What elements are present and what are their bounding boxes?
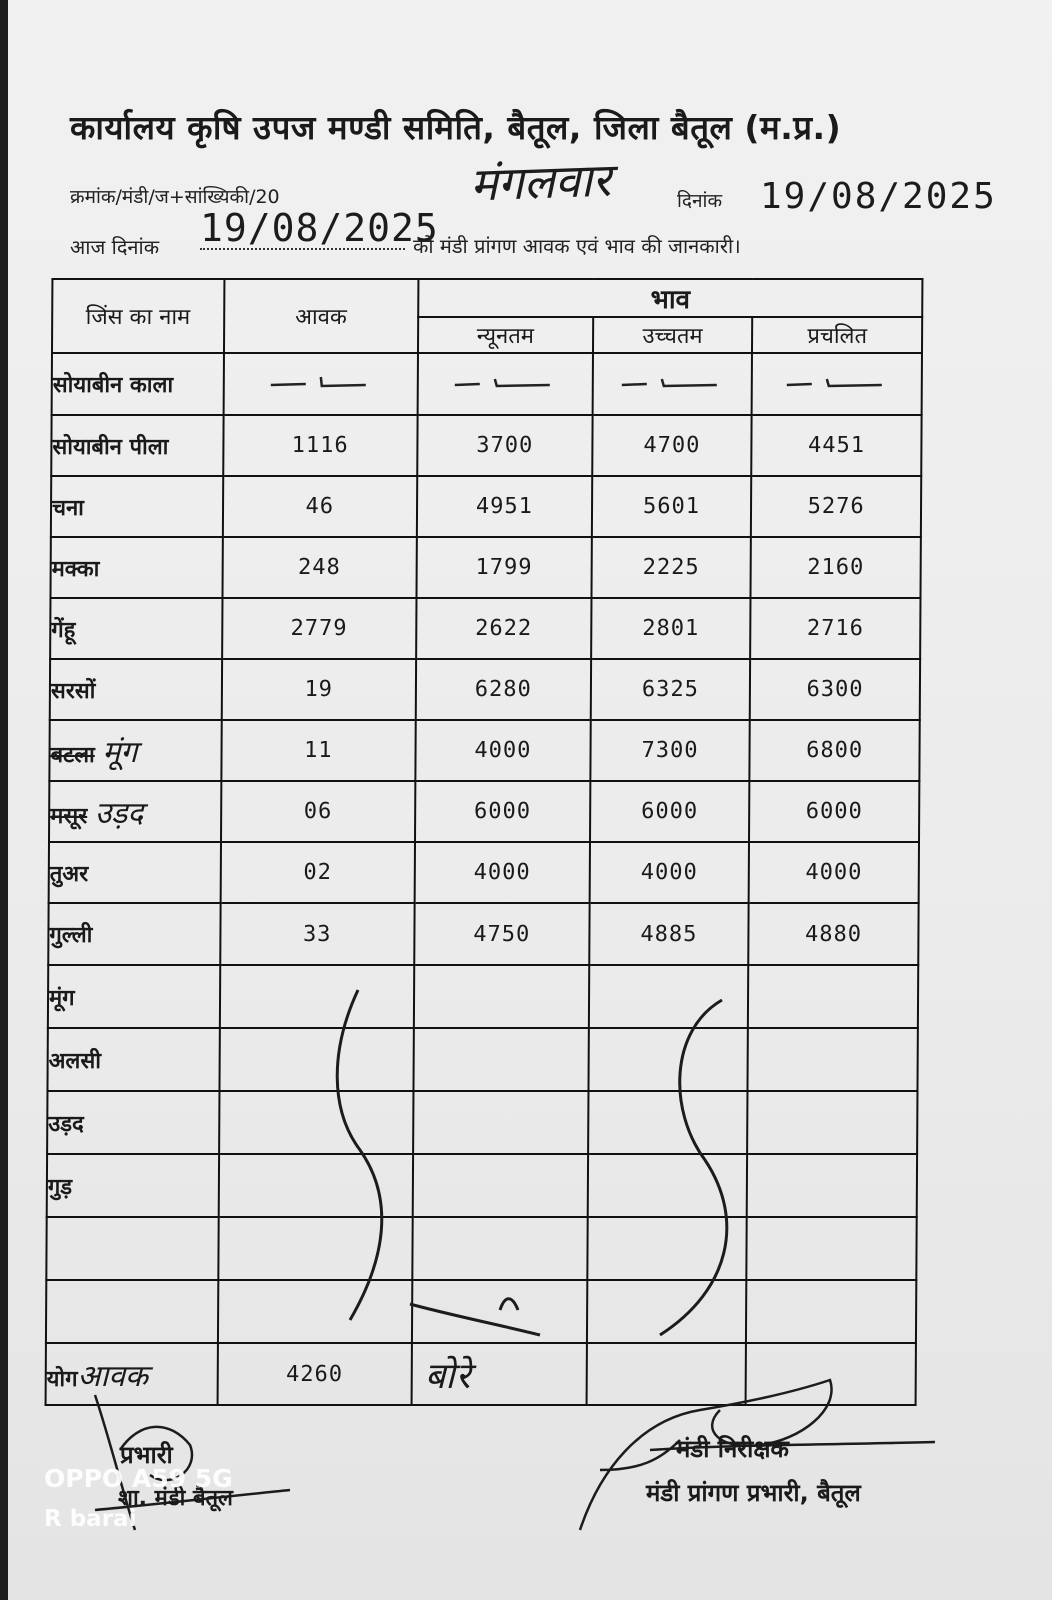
col-header-arrival: आवक [224, 279, 419, 353]
today-label: आज दिनांक [70, 235, 160, 259]
arrival-cell: 11 [221, 720, 416, 781]
max-price-cell: 7300 [590, 720, 750, 781]
blank-cancel-stroke-left [337, 990, 382, 1320]
prevailing-price-cell: 5276 [751, 476, 921, 537]
arrival-cell: 2779 [222, 598, 417, 659]
strike-arrow-mark [410, 1299, 540, 1335]
max-price-cell: 4700 [592, 415, 752, 476]
date-value: 19/08/2025 [760, 176, 997, 217]
struck-commodity-name: मसूर [50, 804, 88, 829]
col-header-min: न्यूनतम [418, 317, 593, 353]
total-unit: बोरे [412, 1343, 587, 1405]
arrival-cell: 33 [220, 903, 415, 965]
prevailing-price-cell: 4451 [752, 415, 922, 476]
commodity-name: अलसी [47, 1028, 219, 1091]
handwritten-day: मंगलवार [469, 152, 612, 212]
prevailing-price-cell: 6800 [750, 720, 920, 781]
commodity-name: गेंहू [50, 598, 222, 659]
left-signatory-office: शा. मंडी बैतूल [118, 1486, 233, 1511]
min-price-cell: 4951 [417, 476, 592, 537]
min-price-cell: 4000 [415, 720, 590, 781]
max-price-cell: 4885 [589, 903, 749, 965]
col-header-prevailing: प्रचलित [752, 317, 922, 353]
min-price-cell: 3700 [417, 415, 592, 476]
today-date-value: 19/08/2025 [200, 206, 439, 250]
commodity-name: सोयाबीन काला [52, 353, 224, 415]
commodity-name: मक्का [50, 537, 222, 598]
prevailing-price-cell: 2160 [751, 537, 921, 598]
report-description: को मंडी प्रांगण आवक एवं भाव की जानकारी। [413, 234, 741, 258]
max-price-cell: 4000 [589, 842, 749, 903]
arrival-cell: 19 [221, 659, 416, 720]
prevailing-price-cell: 2716 [750, 598, 920, 659]
total-handwritten-label: आवक [77, 1358, 149, 1394]
camera-watermark-author: R barai [44, 1506, 137, 1532]
date-label: दिनांक [677, 190, 723, 212]
arrival-cell: 46 [222, 476, 417, 537]
total-arrival-value: 4260 [217, 1343, 412, 1405]
commodity-name: सरसों [50, 659, 222, 720]
left-signatory-title: प्रभारी [120, 1441, 173, 1469]
handwritten-commodity-name: उड़द [94, 796, 144, 831]
min-price-cell: 6000 [415, 781, 590, 842]
prevailing-price-cell: 4880 [749, 903, 919, 965]
prevailing-price-cell: 4000 [749, 842, 919, 903]
arrival-cell: 1116 [223, 415, 418, 476]
prevailing-price-cell: 6000 [749, 781, 919, 842]
right-signatory-title: मंडी निरीक्षक [676, 1435, 789, 1463]
max-price-cell: 5601 [591, 476, 751, 537]
min-price-cell: 6280 [416, 659, 591, 720]
commodity-name: गुड़ [47, 1154, 219, 1217]
min-price-cell: 4750 [414, 903, 589, 965]
reference-number: क्रमांक/मंडी/ज+सांख्यिकी/20 [70, 186, 280, 208]
commodity-name: तुअर [49, 842, 221, 903]
col-header-price: भाव [418, 279, 922, 317]
right-signatory-office: मंडी प्रांगण प्रभारी, बैतूल [646, 1479, 861, 1507]
max-price-cell: 2225 [591, 537, 751, 598]
max-price-cell: 6000 [590, 781, 750, 842]
arrival-cell: 06 [221, 781, 416, 842]
commodity-name: सोयाबीन पीला [51, 415, 223, 476]
min-price-cell: 1799 [417, 537, 592, 598]
commodity-name: गुल्ली [48, 903, 220, 965]
camera-watermark-device: OPPO A59 5G [44, 1464, 233, 1493]
commodity-name: मूंग [48, 965, 220, 1028]
arrival-cell: 02 [220, 842, 415, 903]
prevailing-price-cell: 6300 [750, 659, 920, 720]
max-price-cell: 6325 [590, 659, 750, 720]
min-price-cell: 2622 [416, 598, 591, 659]
office-title: कार्यालय कृषि उपज मण्डी समिति, बैतूल, जिला बैतूल (म.प्र.) [70, 108, 842, 147]
max-price-cell: 2801 [591, 598, 751, 659]
arrival-cell: 248 [222, 537, 417, 598]
handwritten-commodity-name: मूंग [102, 735, 138, 770]
total-label: योग [46, 1366, 78, 1392]
commodity-name: उड़द [47, 1091, 219, 1154]
commodity-name: चना [51, 476, 223, 537]
blank-cancel-stroke-right [660, 1000, 727, 1335]
col-header-commodity: जिंस का नाम [52, 279, 224, 353]
col-header-max: उच्चतम [593, 317, 753, 353]
struck-commodity-name: बटला [50, 743, 95, 768]
min-price-cell: 4000 [415, 842, 590, 903]
